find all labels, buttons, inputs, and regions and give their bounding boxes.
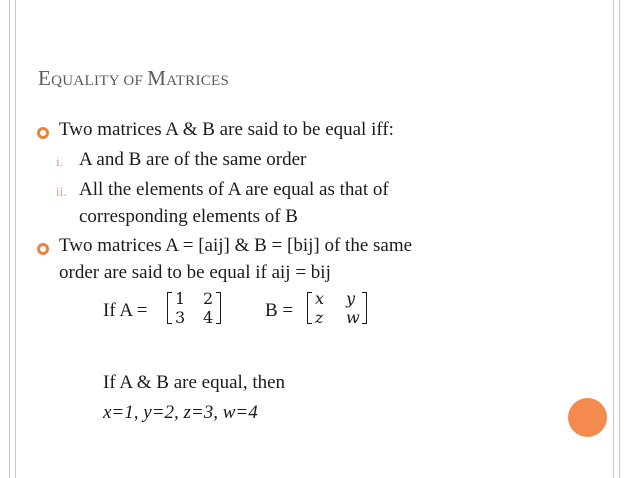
slide-title bbox=[38, 66, 229, 91]
title-part-one: QUALITY OF bbox=[51, 73, 148, 89]
matrix-a-right-bracket bbox=[216, 292, 221, 324]
bullet-icon bbox=[37, 243, 49, 255]
right-border-rule-outer bbox=[619, 0, 620, 478]
bullet-text-2-continued: order are said to be equal if aij = bij bbox=[59, 262, 331, 283]
right-border-rule bbox=[613, 0, 614, 478]
left-border-rule bbox=[9, 0, 10, 478]
matrix-b-cell: y bbox=[346, 289, 356, 308]
matrix-b-label: B = bbox=[265, 300, 294, 321]
decorative-orange-dot bbox=[568, 398, 607, 437]
sub-item-text-2-continued: corresponding elements of B bbox=[79, 206, 298, 227]
matrix-a-label: If A = bbox=[103, 300, 148, 321]
matrix-b-right-bracket bbox=[362, 292, 367, 324]
left-border-rule-inner bbox=[15, 0, 16, 478]
conclusion-text: If A & B are equal, then bbox=[103, 372, 286, 393]
matrix-a-cell: 3 bbox=[175, 308, 186, 327]
result-text: x=1, y=2, z=3, w=4 bbox=[103, 402, 258, 423]
sub-item-text-1: A and B are of the same order bbox=[79, 149, 307, 170]
matrix-b-cell: x bbox=[315, 289, 325, 308]
matrix-a-cell: 4 bbox=[203, 308, 214, 327]
matrix-a-cell: 1 bbox=[175, 289, 186, 308]
bullet-text-1: Two matrices A & B are said to be equal iff: bbox=[59, 119, 394, 140]
sub-item-number-1: i. bbox=[56, 154, 63, 169]
matrix-b-cell: z bbox=[315, 308, 324, 327]
bullet-icon bbox=[37, 127, 49, 139]
matrix-b-cell: w bbox=[346, 308, 360, 327]
sub-item-text-2: All the elements of A are equal as that of bbox=[79, 179, 389, 200]
title-initial-m: M bbox=[147, 66, 167, 90]
matrix-b-left-bracket bbox=[307, 292, 312, 324]
title-initial-e: E bbox=[38, 66, 52, 90]
matrix-a-left-bracket bbox=[167, 292, 172, 324]
title-part-two: ATRICES bbox=[166, 73, 230, 89]
matrix-a-cell: 2 bbox=[203, 289, 214, 308]
sub-item-number-2: ii. bbox=[56, 184, 67, 199]
bullet-text-2: Two matrices A = [aij] & B = [bij] of the same bbox=[59, 235, 413, 256]
